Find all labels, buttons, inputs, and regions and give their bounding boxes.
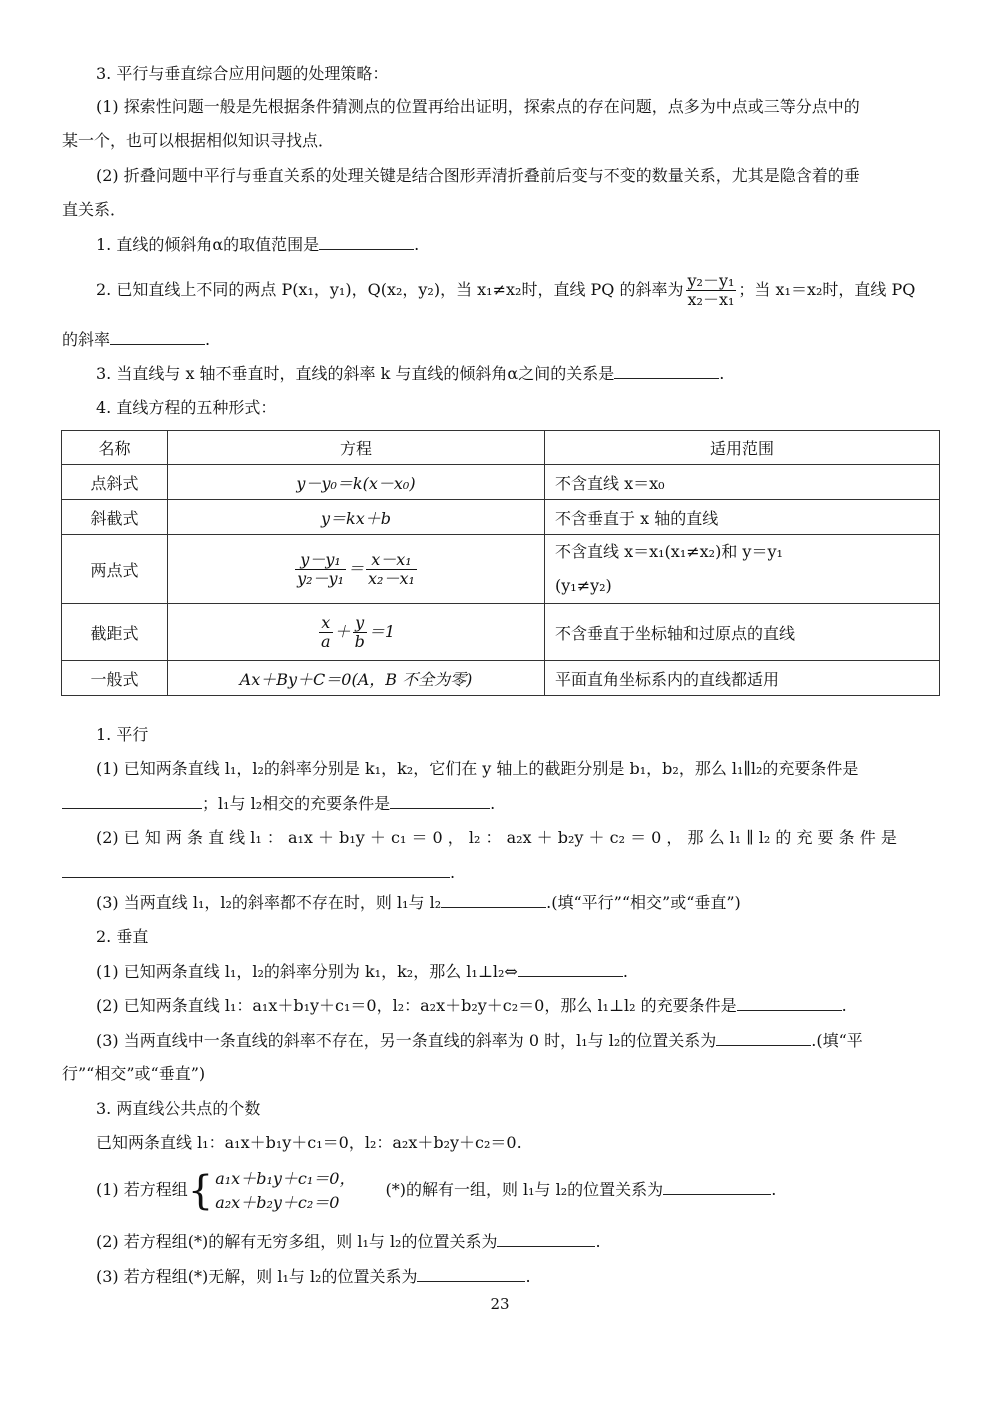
parallel-item-1: (1) 已知两条直线 l₁，l₂的斜率分别是 k₁，k₂，它们在 y 轴上的截距分别是 b₁，b₂，那么 l₁∥l₂的充要条件是 [96,759,859,778]
parallel-item-2-cont: . [62,861,455,884]
answer-blank[interactable] [716,1029,811,1046]
answer-blank[interactable] [110,328,205,345]
intersection-item-3: (3) 若方程组(*)无解，则 l₁与 l₂的位置关系为 . [96,1267,531,1286]
question-3: 3. 当直线与 x 轴不垂直时，直线的斜率 k 与直线的倾斜角α之间的关系是 . [96,364,725,383]
slope-fraction: $\frac{\text{y₂－y₁}}{\text{x₂－x₁}}$ [687,271,735,309]
table-row: 一般式 Ax＋By＋C＝0(A，B 不全为零) 平面直角坐标系内的直线都适用 [62,661,940,696]
answer-blank[interactable] [62,792,202,809]
answer-blank[interactable] [663,1178,771,1195]
line-equation-forms-table [61,430,940,696]
answer-blank[interactable] [614,362,719,379]
answer-blank[interactable] [518,960,623,977]
intersection-item-1: (1) 若方程组{ a₁x＋b₁y＋c₁＝0， a₂x＋b₂y＋c₂＝0(*)的解有一组，则 l₁与 l₂的位置关系为 . [96,1167,777,1214]
intersection-item-2: (2) 若方程组(*)的解有无穷多组，则 l₁与 l₂的位置关系为 . [96,1232,601,1251]
strategy-heading: 3. 平行与垂直综合应用问题的处理策略： [96,64,389,83]
section-intersection-heading: 3. 两直线公共点的个数 [96,1099,261,1118]
table-header-row: 名称 方程 适用范围 [62,431,940,465]
answer-blank[interactable] [441,891,546,908]
parallel-item-2: (2) 已 知 两 条 直 线 l₁ ： a₁x ＋ b₁y ＋ c₁ ＝ 0 ， l₂ ： a₂x ＋ b₂y ＋ c₂ ＝ 0 ， 那 么 l₁ ∥ l₂ 的 充 要 条 件 是 [96,828,897,847]
answer-blank[interactable] [319,233,414,250]
strategy-item-2: (2) 折叠问题中平行与垂直关系的处理关键是结合图形弄清折叠前后变与不变的数量关系，尤其是隐含着的垂 [96,166,860,185]
perpendicular-item-2: (2) 已知两条直线 l₁：a₁x＋b₁y＋c₁＝0，l₂：a₂x＋b₂y＋c₂＝0，那么 l₁⊥l₂ 的充要条件是 . [96,996,847,1015]
answer-blank[interactable] [497,1230,595,1247]
equation-system: a₁x＋b₁y＋c₁＝0， a₂x＋b₂y＋c₂＝0 [215,1168,356,1212]
question-2-cont: 的斜率 . [62,330,211,349]
page-number: 23 [490,1295,510,1313]
parallel-item-1-cont: ；l₁与 l₂相交的充要条件是 . [62,792,495,815]
brace-symbol: { [187,1167,214,1214]
section-parallel-heading: 1. 平行 [96,725,149,744]
section-perpendicular-heading: 2. 垂直 [96,927,149,946]
table-row: 两点式 $\frac{\text{y－y₁}}{\text{y₂－y₁}}$ ＝ $\frac{\text{x－x₁}}{\text{x₂－x₁}}$ 不含直线 x＝x₁(x₁≠x₂)和 y＝y₁ (y₁≠y₂) [62,535,940,604]
answer-blank[interactable] [737,994,842,1011]
perpendicular-item-1: (1) 已知两条直线 l₁，l₂的斜率分别为 k₁，k₂，那么 l₁⊥l₂⇔ . [96,962,628,981]
question-4: 4. 直线方程的五种形式： [96,398,277,417]
parallel-item-3: (3) 当两直线 l₁，l₂的斜率都不存在时，则 l₁与 l₂ .(填“平行”“相交”或“垂直”) [96,893,741,912]
perpendicular-item-3-cont: 行”“相交”或“垂直”) [62,1064,206,1083]
table-row: 点斜式 y－y₀＝k(x－x₀) 不含直线 x＝x₀ [62,465,940,500]
strategy-item-1: (1) 探索性问题一般是先根据条件猜测点的位置再给出证明，探索点的存在问题，点多为中点或三等分点中的 [96,97,860,116]
answer-blank[interactable] [390,792,490,809]
intersection-given: 已知两条直线 l₁：a₁x＋b₁y＋c₁＝0，l₂：a₂x＋b₂y＋c₂＝0. [96,1133,522,1152]
answer-blank[interactable] [62,861,450,878]
question-2: 2. 已知直线上不同的两点 P(x₁，y₁)，Q(x₂，y₂)，当 x₁≠x₂时，直线 PQ 的斜率为 $\frac{\text{y₂－y₁}}{\text{x₂－x₁}}$ ；当 x₁＝x₂时，直线 PQ [96,271,916,309]
table-row: 截距式 $\frac{x}{a}$ ＋ $\frac{y}{b}$ ＝1 不含垂直于坐标轴和过原点的直线 [62,604,940,661]
table-row: 斜截式 y＝kx＋b 不含垂直于 x 轴的直线 [62,500,940,535]
question-1: 1. 直线的倾斜角α的取值范围是 . [96,235,420,254]
strategy-item-1-cont: 某一个，也可以根据相似知识寻找点． [62,131,335,150]
perpendicular-item-3: (3) 当两直线中一条直线的斜率不存在，另一条直线的斜率为 0 时，l₁与 l₂的位置关系为 .(填“平 [96,1031,863,1050]
answer-blank[interactable] [417,1265,525,1282]
strategy-item-2-cont: 直关系． [62,200,127,219]
